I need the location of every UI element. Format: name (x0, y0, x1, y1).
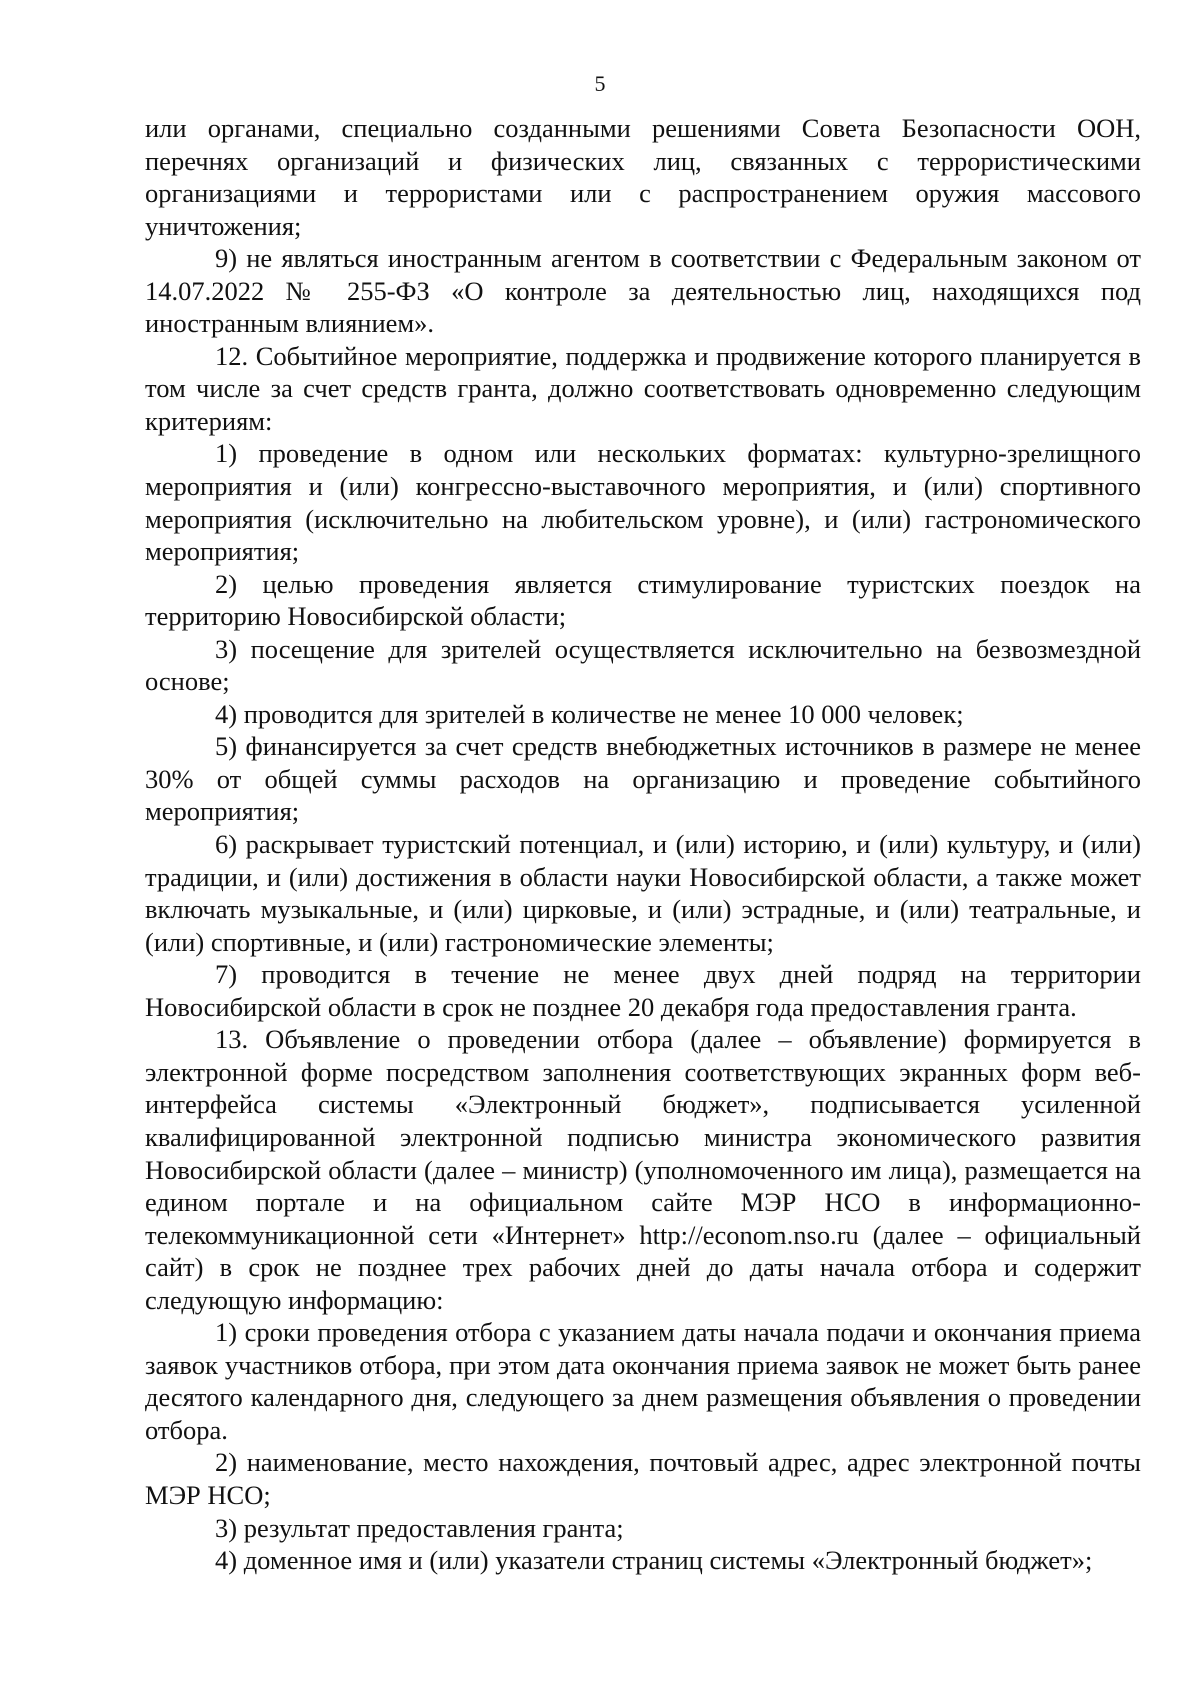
paragraph: 12. Событийное мероприятие, поддержка и продвижение которого планируется в том числе за счет средств гранта, должно соответствовать одновременно следующим критериям: (145, 340, 1141, 436)
paragraph: 1) сроки проведения отбора с указанием даты начала подачи и окончания приема заявок участников отбора, при этом дата окончания приема заявок не может быть ранее десятого календарного дня, следующего за днем размещения объявления о проведении отбора. (145, 1317, 1141, 1445)
paragraph: 2) наименование, место нахождения, почтовый адрес, адрес электронной почты МЭР НСО; (145, 1447, 1141, 1510)
paragraph: 3) посещение для зрителей осуществляется исключительно на безвозмездной основе; (145, 633, 1141, 697)
paragraph: 1) проведение в одном или нескольких форматах: культурно-зрелищного мероприятия и (или) конгрессно-выставочного мероприятия, и (или) спортивного мероприятия (исключительно на любительском уровне), и (или) гастрономического мероприятия; (145, 438, 1141, 567)
paragraph: или органами, специально созданными решениями Совета Безопасности ООН, перечнях организаций и физических лиц, связанных с террористическими организациями и террористами или с распространением оружия массового уничтожения; (145, 113, 1141, 241)
document-body (145, 112, 1141, 1577)
paragraph: 5) финансируется за счет средств внебюджетных источников в размере не менее 30% от общей суммы расходов на организацию и проведение событийного мероприятия; (145, 731, 1141, 827)
paragraph: 9) не являться иностранным агентом в соответствии с Федеральным законом от 14.07.2022 № 255-ФЗ «О контроле за деятельностью лиц, находящихся под иностранным влиянием». (145, 243, 1141, 339)
paragraph: 2) целью проведения является стимулирование туристских поездок на территорию Новосибирской области; (145, 568, 1141, 632)
paragraph: 4) проводится для зрителей в количестве не менее 10 000 человек; (215, 698, 964, 729)
paragraph: 3) результат предоставления гранта; (215, 1512, 624, 1543)
paragraph: 6) раскрывает туристский потенциал, и (или) историю, и (или) культуру, и (или) традиции, и (или) достижения в области науки Новосибирской области, а также может включать музыкальные, и (или) цирковые, и (или) эстрадные, и (или) театральные, и (или) спортивные, и (или) гастрономические элементы; (145, 829, 1141, 957)
paragraph: 4) доменное имя и (или) указатели страниц системы «Электронный бюджет»; (215, 1545, 1093, 1576)
paragraph: 7) проводится в течение не менее двух дней подряд на территории Новосибирской области в срок не позднее 20 декабря года предоставления гранта. (145, 959, 1141, 1022)
page-number: 5 (594, 71, 606, 96)
paragraph: 13. Объявление о проведении отбора (далее – объявление) формируется в электронной форме посредством заполнения соответствующих экранных форм веб-интерфейса системы «Электронный бюджет», подписывается усиленной квалифицированной электронной подписью министра экономического развития Новосибирской области (далее – министр) (уполномоченного им лица), размещается на едином портале и на официальном сайте МЭР НСО в информационно-телекоммуникационной сети «Интернет» http://econom.nso.ru (далее – официальный сайт) в срок не позднее трех рабочих дней до даты начала отбора и содержит следующую информацию: (145, 1024, 1141, 1315)
